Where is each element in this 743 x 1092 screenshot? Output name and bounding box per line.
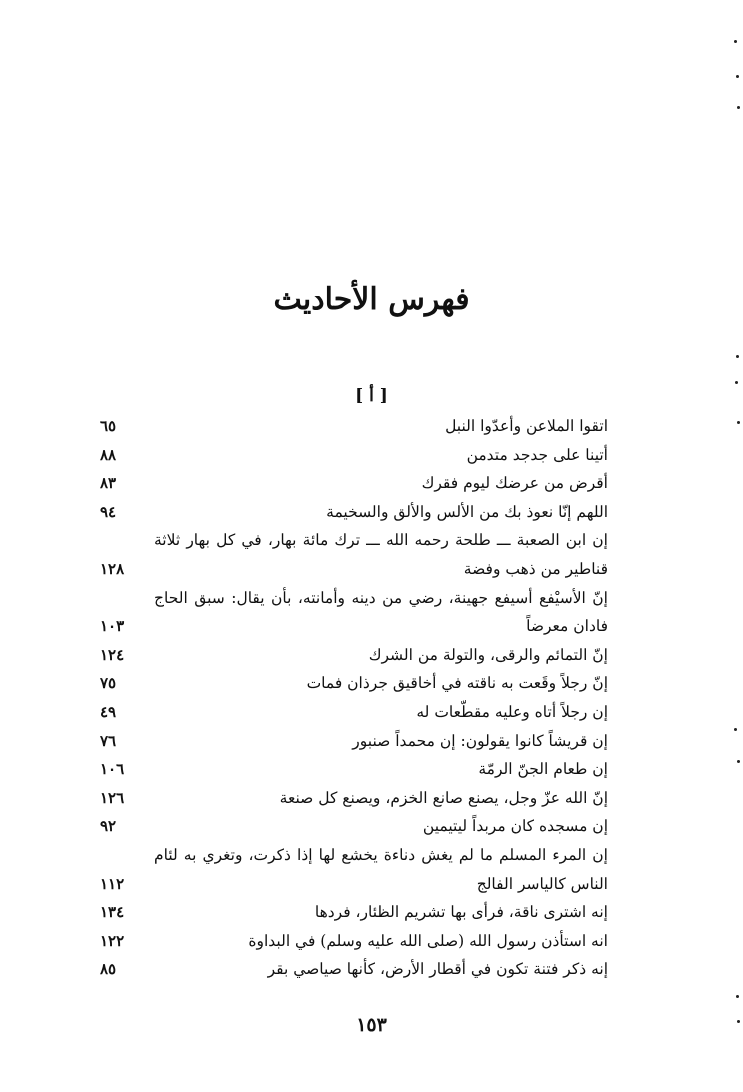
scan-speck: [735, 381, 738, 384]
entry-text: اتقوا الملاعن وأعدّوا النبل: [445, 417, 608, 435]
index-entry: [100, 812, 608, 841]
index-entry: [100, 755, 608, 784]
entry-page: ٤٩: [100, 702, 117, 721]
hadith-index-list: [100, 412, 608, 984]
entry-page: ١٢٦: [100, 788, 125, 807]
page-title: فهرس الأحاديث: [273, 282, 470, 317]
entry-text: أتينا على جدجد متدمن: [466, 445, 608, 464]
entry-text: اللهم إنّا نعوذ بك من الألس والألق والسخيمة: [326, 502, 608, 521]
index-entry: [100, 469, 608, 498]
scan-speck: [734, 728, 737, 731]
entry-text: إنّ التمائم والرقى، والتولة من الشرك: [368, 645, 608, 664]
entry-text: إنه اشترى ناقة، فرأى بها تشريم الظئار، فردها: [314, 903, 608, 922]
entry-text: إن طعام الجنّ الرمّة: [478, 760, 608, 779]
index-entry: [100, 727, 608, 756]
entry-page: ١٢٨: [100, 559, 125, 578]
entry-text: إن ابن الصعبة ـــ طلحة رحمه الله ـــ ترك مائة بهار، في كل بهار ثلاثة قناطير من ذهب وفضة: [154, 531, 608, 578]
entry-text: انه استأذن رسول الله (صلى الله عليه وسلم) في البداوة: [248, 931, 608, 950]
entry-page: ٨٨: [100, 445, 117, 464]
entry-page: ٨٥: [100, 960, 117, 979]
entry-page: ٦٥: [100, 417, 117, 435]
index-entry: [100, 669, 608, 698]
entry-text: إن المرء المسلم ما لم يغش دناءة يخشع لها إذا ذكرت، وتغري به لئام الناس كالياسر الفالج: [154, 845, 608, 893]
entry-page: ٩٢: [100, 817, 117, 836]
scan-speck: [737, 760, 740, 763]
scan-speck: [737, 1020, 740, 1023]
entry-page: ٩٤: [100, 502, 117, 521]
index-entry: [100, 841, 608, 898]
entry-page: ٧٦: [100, 731, 117, 750]
entry-page: ٧٥: [100, 674, 117, 693]
entry-page: ١٠٣: [100, 617, 125, 636]
entry-page: ١١٢: [100, 874, 125, 893]
entry-text: إنّ رجلاً وقَعت به ناقته في أخاقيق جرذان فمات: [306, 674, 608, 693]
index-entry: [100, 784, 608, 813]
entry-text: إنّ الله عزّ وجل، يصنع صانع الخزم، ويصنع كل صنعة: [279, 788, 608, 807]
entry-text: إن رجلاً أتاه وعليه مقطّعات له: [416, 702, 608, 721]
entry-page: ٨٣: [100, 474, 117, 493]
index-entry: [100, 955, 608, 984]
scan-speck: [737, 421, 740, 424]
index-entry: [100, 698, 608, 727]
scan-speck: [736, 75, 739, 78]
index-entry: [100, 498, 608, 527]
scan-speck: [737, 106, 740, 109]
page-number: ١٥٣: [356, 1014, 387, 1036]
entry-page: ١٢٤: [100, 645, 125, 664]
section-letter: [ أ ]: [355, 386, 388, 406]
index-entry: [100, 927, 608, 956]
index-entry: [100, 898, 608, 927]
scan-speck: [734, 40, 737, 43]
index-entry: [100, 641, 608, 670]
entry-text: أقرض من عرضك ليوم فقرك: [421, 474, 608, 493]
entry-page: ١٣٤: [100, 903, 125, 922]
index-entry: [100, 441, 608, 470]
entry-page: ١٠٦: [100, 760, 125, 779]
scan-speck: [736, 355, 739, 358]
entry-page: ١٢٢: [100, 931, 125, 950]
scan-speck: [736, 995, 739, 998]
entry-text: إنه ذكر فتنة تكون في أقطار الأرض، كأنها صياصي بقر: [267, 960, 608, 979]
index-entry: [100, 412, 608, 441]
index-entry: [100, 584, 608, 641]
entry-text: إن قريشاً كانوا يقولون: إن محمداً صنبور: [352, 731, 608, 750]
entry-text: إن مسجده كان مربداً ليتيمين: [422, 817, 608, 836]
index-entry: [100, 526, 608, 583]
entry-text: إنّ الأسيْفع أسيفع جهينة، رضي من دينه وأمانته، بأن يقال: سبق الحاج فادان معرضاً: [154, 588, 608, 636]
